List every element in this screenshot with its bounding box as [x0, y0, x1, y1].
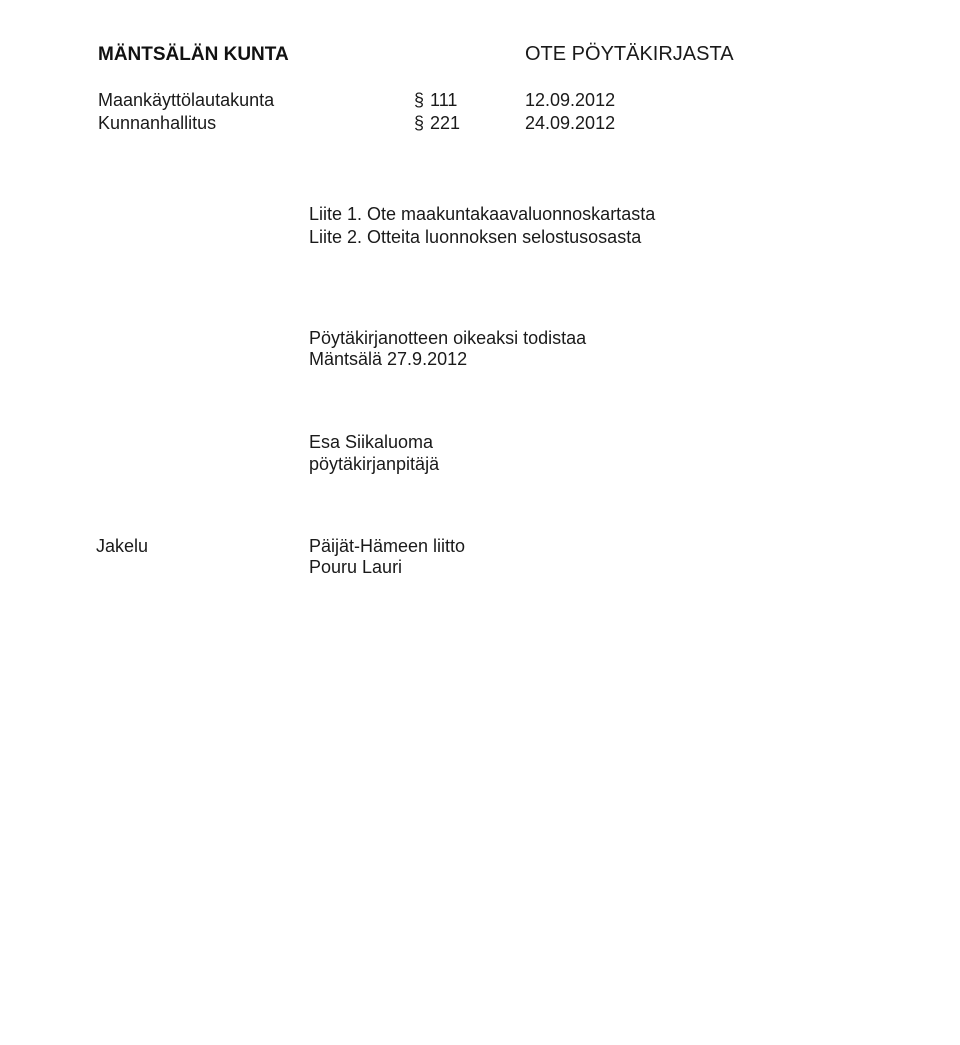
- decision-date: 24.09.2012: [525, 113, 616, 133]
- decision-body: Maankäyttölautakunta: [98, 90, 275, 110]
- decision-date: 12.09.2012: [525, 90, 616, 110]
- distribution-recipient: Pouru Lauri: [309, 557, 403, 577]
- attachment-item: Liite 2. Otteita luonnoksen selostusosasta: [309, 227, 642, 247]
- certification-place-date: Mäntsälä 27.9.2012: [309, 349, 468, 369]
- document-type: OTE PÖYTÄKIRJASTA: [525, 43, 734, 65]
- attachment-item: Liite 1. Ote maakuntakaavaluonnoskartasta: [309, 204, 656, 224]
- section-sign: §: [414, 90, 425, 110]
- section-sign: §: [414, 113, 425, 133]
- distribution-recipient: Päijät-Hämeen liitto: [309, 536, 466, 556]
- certification-statement: Pöytäkirjanotteen oikeaksi todistaa: [309, 328, 587, 348]
- organization-name: MÄNTSÄLÄN KUNTA: [98, 44, 289, 65]
- decision-body: Kunnanhallitus: [98, 113, 217, 133]
- section-reference: [414, 91, 457, 109]
- section-reference: [414, 114, 460, 132]
- section-number: 221: [430, 113, 461, 133]
- signatory-title: pöytäkirjanpitäjä: [309, 454, 440, 474]
- distribution-label: Jakelu: [96, 536, 149, 556]
- signatory-name: Esa Siikaluoma: [309, 432, 434, 452]
- section-number: 111: [430, 90, 458, 110]
